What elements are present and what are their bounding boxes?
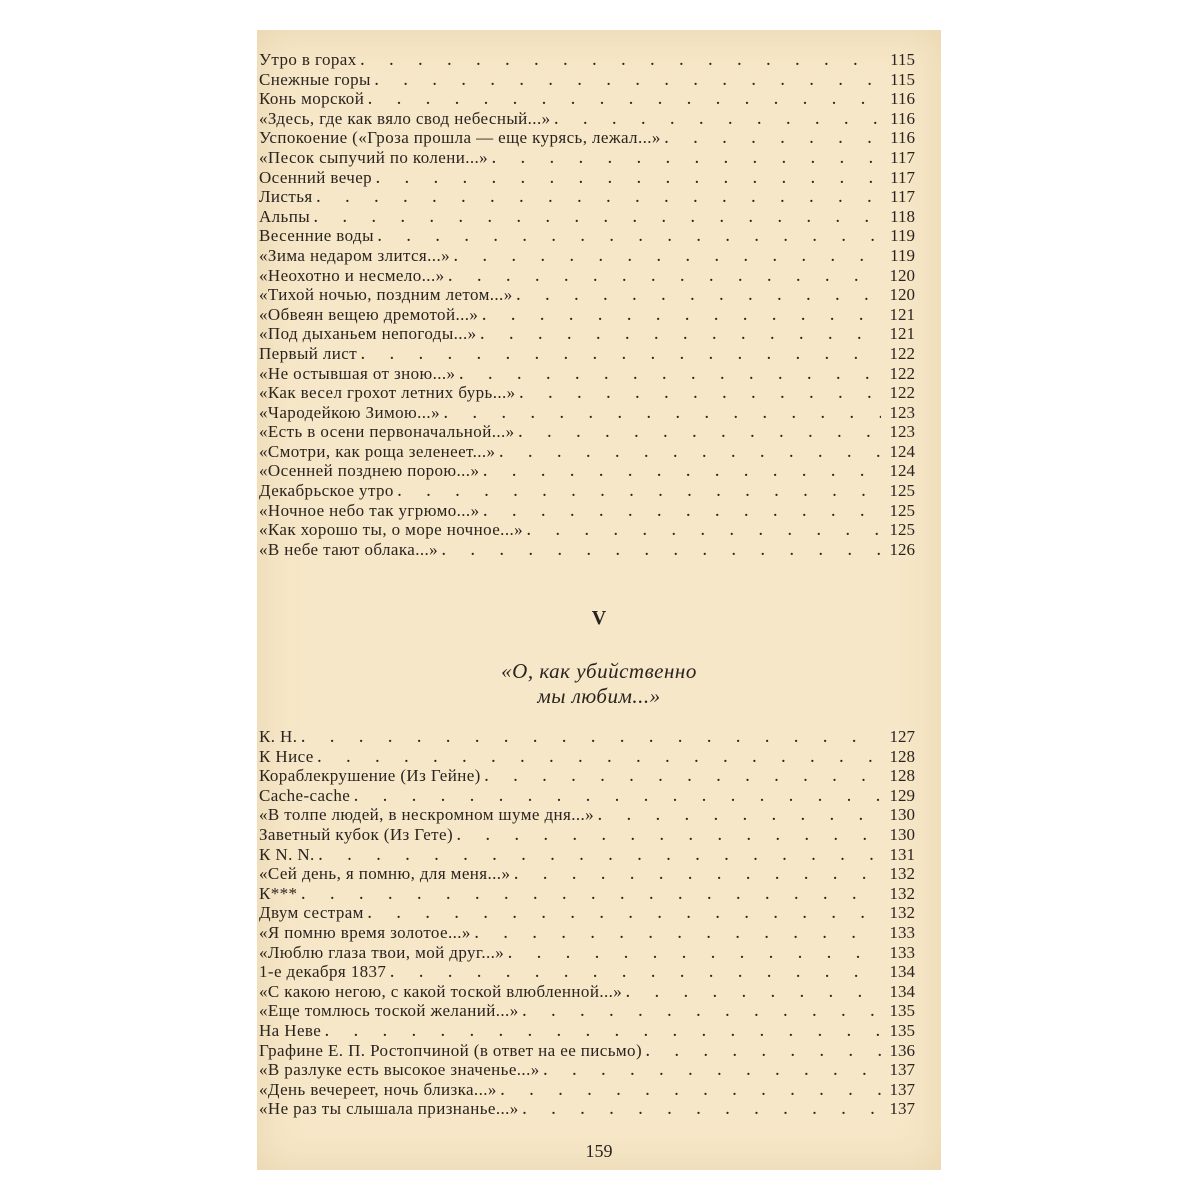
toc-entry-page: 117 — [890, 147, 915, 167]
toc-entry-title: «В небе тают облака...» — [259, 539, 439, 559]
toc-entry-title: К. Н. — [259, 727, 298, 746]
dot-leader — [482, 307, 881, 327]
dot-leader — [527, 522, 881, 542]
book-page — [257, 30, 941, 1170]
toc-entry-page: 121 — [889, 304, 915, 324]
toc-entry-page: 136 — [889, 1040, 915, 1060]
toc-entry-title: «Смотри, как роща зеленеет...» — [259, 441, 496, 461]
toc-entry-page: 137 — [889, 1099, 915, 1119]
toc-entry — [259, 305, 915, 325]
toc-entry — [259, 50, 915, 70]
toc-entry-title: «Не остывшая от зною...» — [259, 363, 456, 383]
dot-leader — [481, 326, 881, 346]
toc-entry-page: 134 — [889, 962, 915, 982]
toc-entry — [259, 903, 915, 923]
toc-entry — [259, 383, 915, 403]
toc-entry-title: На Неве — [259, 1020, 322, 1040]
toc-entry — [259, 962, 915, 982]
toc-entry-page: 122 — [889, 343, 915, 363]
toc-entry-page: 127 — [889, 727, 915, 746]
toc-entry-page: 133 — [889, 942, 915, 962]
toc-entry-page: 123 — [889, 402, 915, 422]
toc-entry-title: «Я помню время золотое...» — [259, 922, 471, 942]
toc-entry-page: 125 — [889, 500, 915, 520]
toc-entry-page: 116 — [890, 128, 915, 148]
toc-entry-title: 1-е декабря 1837 — [259, 962, 387, 982]
toc-entry-title: Утро в горах — [259, 50, 357, 69]
toc-entry — [259, 344, 915, 364]
dot-leader — [499, 444, 881, 464]
dot-leader — [665, 130, 881, 150]
toc-entry-title: «Еще томлюсь тоской желаний...» — [259, 1001, 519, 1021]
toc-entry-page: 124 — [889, 441, 915, 461]
toc-entry-title: Двум сестрам — [259, 903, 364, 923]
toc-entry-title: «День вечереет, ночь близка...» — [259, 1079, 497, 1099]
dot-leader — [519, 424, 881, 444]
section-title — [257, 659, 941, 709]
toc-entry-title: К Нисе — [259, 746, 314, 766]
toc-entry-title: «Как весел грохот летних бурь...» — [259, 383, 516, 403]
toc-entry — [259, 461, 915, 481]
toc-entry — [259, 501, 915, 521]
toc-entry-title: «Ночное небо так угрюмо...» — [259, 500, 480, 520]
toc-entry-page: 123 — [889, 422, 915, 442]
toc-entry — [259, 324, 915, 344]
toc-entry-page: 126 — [889, 539, 915, 559]
toc-entry-title: К*** — [259, 883, 298, 903]
dot-leader — [501, 1082, 881, 1102]
toc-entry-page: 131 — [889, 844, 915, 864]
dot-leader — [523, 1003, 881, 1023]
dot-leader — [449, 268, 881, 288]
toc-entry-page: 122 — [889, 363, 915, 383]
toc-entry-title: «Тихой ночью, поздним летом...» — [259, 285, 513, 305]
dot-leader — [598, 807, 881, 827]
toc-entry-title: Заветный кубок (Из Гете) — [259, 824, 454, 844]
toc-entry-title: Кораблекрушение (Из Гейне) — [259, 766, 481, 786]
toc-entry-page: 134 — [889, 981, 915, 1001]
dot-leader — [454, 248, 881, 268]
toc-entry — [259, 982, 915, 1002]
toc-entry — [259, 1021, 915, 1041]
dot-leader — [361, 52, 881, 72]
toc-entry-page: 133 — [889, 922, 915, 942]
dot-leader — [375, 72, 881, 92]
toc-entry — [259, 923, 915, 943]
toc-entry-page: 135 — [889, 1001, 915, 1021]
toc-entry-title: «Не раз ты слышала признанье...» — [259, 1099, 519, 1119]
toc-entry — [259, 747, 915, 767]
toc-entry-page: 130 — [889, 824, 915, 844]
toc-entry-page: 137 — [889, 1060, 915, 1080]
toc-entry — [259, 168, 915, 188]
toc-entry — [259, 766, 915, 786]
toc-entry-title: «Неохотно и несмело...» — [259, 265, 445, 285]
dot-leader — [520, 385, 881, 405]
toc-entry-title: Графине Е. П. Ростопчиной (в ответ на ее письмо) — [259, 1040, 643, 1060]
dot-leader — [483, 463, 881, 483]
toc-entry — [259, 1001, 915, 1021]
toc-entry — [259, 128, 915, 148]
toc-entry-title: «В разлуке есть высокое значенье...» — [259, 1060, 540, 1080]
toc-entry — [259, 246, 915, 266]
toc-entry-page: 132 — [889, 903, 915, 923]
toc-entry — [259, 403, 915, 423]
toc-entry-title: «Под дыханьем непогоды...» — [259, 324, 477, 344]
toc-entry-page: 116 — [890, 108, 915, 128]
dot-leader — [626, 984, 881, 1004]
toc-entry-title: «Зима недаром злится...» — [259, 245, 450, 265]
dot-leader — [492, 150, 881, 170]
toc-entry-page: 128 — [889, 766, 915, 786]
dot-leader — [314, 209, 881, 229]
dot-leader — [475, 925, 881, 945]
toc-entry-page: 135 — [889, 1020, 915, 1040]
toc-entry — [259, 943, 915, 963]
toc-entry-title: Альпы — [259, 206, 311, 226]
toc-entry — [259, 70, 915, 90]
toc-entry-title: К N. N. — [259, 844, 315, 864]
toc-entry-title: Декабрьское утро — [259, 481, 394, 501]
dot-leader — [301, 729, 881, 749]
section-numeral: V — [591, 607, 607, 629]
toc-entry — [259, 109, 915, 129]
toc-entry — [259, 481, 915, 501]
toc-entry-title: «Обвеян вещею дремотой...» — [259, 304, 479, 324]
section-title-line-1: «О, как убийственно — [501, 659, 697, 683]
toc-entry-page: 115 — [890, 50, 915, 69]
toc-entry — [259, 1080, 915, 1100]
toc-entry — [259, 1060, 915, 1080]
toc-entry-title: Листья — [259, 187, 313, 207]
dot-leader — [485, 768, 881, 788]
toc-entry-page: 117 — [890, 187, 915, 207]
toc-entry — [259, 422, 915, 442]
toc-entry — [259, 727, 915, 747]
toc-entry-page: 125 — [889, 481, 915, 501]
section-title-line-2: мы любим...» — [537, 684, 661, 708]
toc-entry — [259, 884, 915, 904]
toc-list-bottom — [259, 727, 915, 1119]
toc-entry-page: 120 — [889, 265, 915, 285]
toc-entry-page: 118 — [890, 206, 915, 226]
toc-entry-page: 124 — [889, 461, 915, 481]
dot-leader — [457, 827, 881, 847]
toc-entry-title: «Песок сыпучий по колени...» — [259, 147, 489, 167]
toc-entry-page: 120 — [889, 285, 915, 305]
toc-entry-title: Конь морской — [259, 89, 365, 109]
dot-leader — [442, 542, 881, 562]
toc-entry — [259, 805, 915, 825]
toc-entry — [259, 364, 915, 384]
toc-entry-page: 116 — [890, 89, 915, 109]
toc-entry-title: Осенний вечер — [259, 167, 373, 187]
toc-entry-page: 119 — [890, 226, 915, 246]
toc-entry-title: «Чародейкою Зимою...» — [259, 402, 440, 422]
toc-entry-page: 119 — [890, 245, 915, 265]
toc-entry — [259, 285, 915, 305]
toc-entry — [259, 442, 915, 462]
toc-entry — [259, 266, 915, 286]
toc-entry-page: 125 — [889, 520, 915, 540]
dot-leader — [376, 170, 881, 190]
toc-list-top — [259, 50, 915, 559]
toc-entry — [259, 89, 915, 109]
toc-entry-title: «Осенней позднею порою...» — [259, 461, 480, 481]
toc-entry — [259, 226, 915, 246]
dot-leader — [646, 1043, 881, 1063]
toc-entry — [259, 825, 915, 845]
toc-entry-title: «Люблю глаза твои, мой друг...» — [259, 942, 505, 962]
toc-entry-title: Весенние воды — [259, 226, 374, 246]
toc-entry — [259, 864, 915, 884]
dot-leader — [523, 1101, 881, 1121]
toc-entry — [259, 207, 915, 227]
toc-entry-title: Снежные горы — [259, 69, 371, 89]
toc-entry-title: «Сей день, я помню, для меня...» — [259, 864, 511, 884]
dot-leader — [508, 945, 881, 965]
dot-leader — [517, 287, 881, 307]
dot-leader — [378, 228, 881, 248]
toc-entry-page: 121 — [889, 324, 915, 344]
toc-entry-page: 137 — [889, 1079, 915, 1099]
toc-entry-title: Успокоение («Гроза прошла — еще курясь, лежал...» — [259, 128, 661, 148]
page-number: 159 — [585, 1141, 613, 1161]
toc-entry-title: «С какою негою, с какой тоской влюбленной...» — [259, 981, 623, 1001]
toc-entry-page: 132 — [889, 864, 915, 884]
toc-entry-page: 129 — [889, 785, 915, 805]
dot-leader — [483, 503, 881, 523]
dot-leader — [544, 1062, 881, 1082]
dot-leader — [301, 886, 881, 906]
toc-entry — [259, 1041, 915, 1061]
toc-entry — [259, 148, 915, 168]
dot-leader — [459, 366, 881, 386]
toc-entry-page: 122 — [889, 383, 915, 403]
toc-entry — [259, 520, 915, 540]
toc-entry-title: Cache-cache — [259, 785, 351, 805]
toc-entry-title: «Как хорошо ты, о море ночное...» — [259, 520, 524, 540]
toc-entry — [259, 540, 915, 560]
toc-entry — [259, 845, 915, 865]
toc-entry-page: 117 — [890, 167, 915, 187]
toc-entry-title: «Есть в осени первоначальной...» — [259, 422, 515, 442]
toc-entry — [259, 187, 915, 207]
toc-entry-page: 132 — [889, 883, 915, 903]
toc-entry — [259, 786, 915, 806]
toc-entry-page: 128 — [889, 746, 915, 766]
toc-entry-title: «В толпе людей, в нескромном шуме дня...» — [259, 805, 595, 825]
dot-leader — [514, 866, 881, 886]
toc-entry — [259, 1099, 915, 1119]
dot-leader — [317, 189, 881, 209]
toc-entry-title: «Здесь, где как вяло свод небесный...» — [259, 108, 551, 128]
toc-entry-page: 115 — [890, 69, 915, 89]
toc-entry-title: Первый лист — [259, 343, 358, 363]
toc-entry-page: 130 — [889, 805, 915, 825]
